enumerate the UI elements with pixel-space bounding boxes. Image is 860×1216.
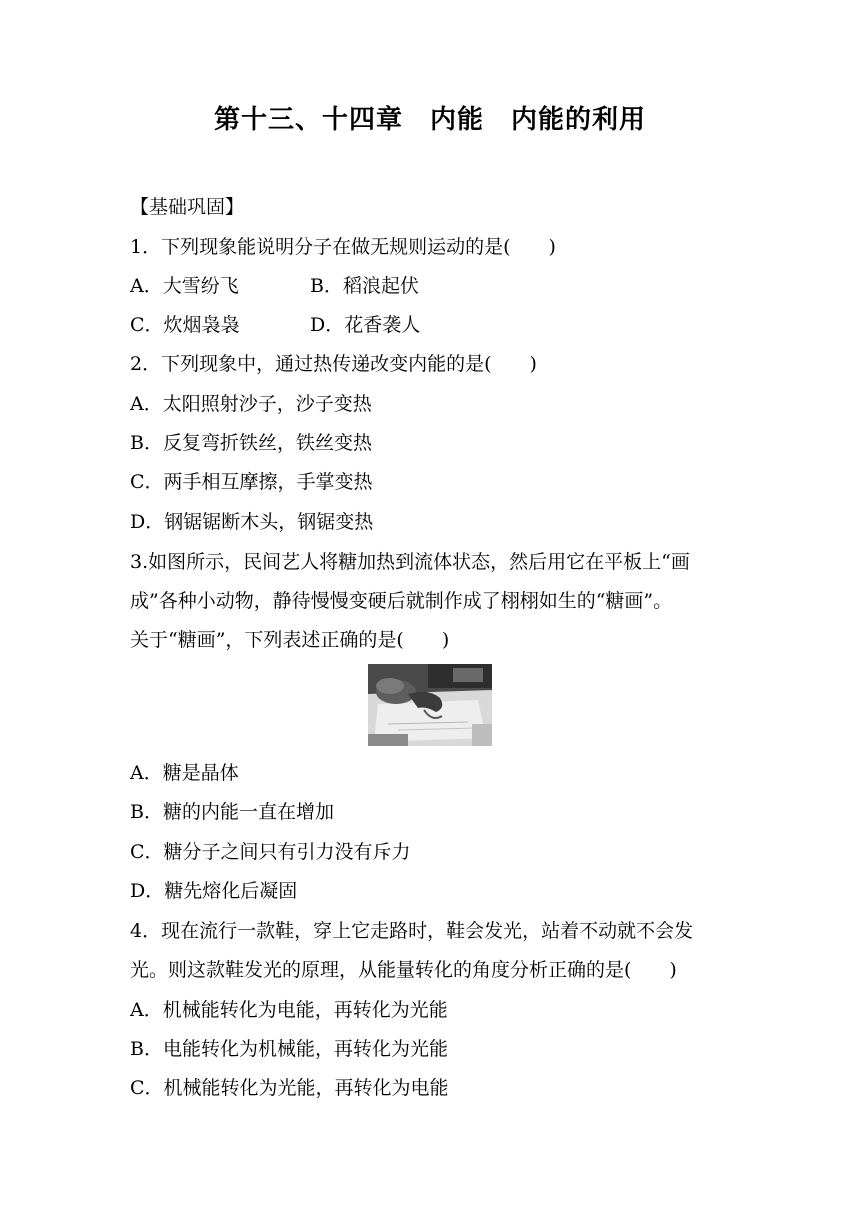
question-3-option-b: B．糖的内能一直在增加 [130, 801, 334, 823]
question-2-option-a: A．太阳照射沙子，沙子变热 [130, 393, 372, 415]
question-3-stem-line-1: 3.如图所示，民间艺人将糖加热到流体状态，然后用它在平板上“画 [130, 551, 690, 573]
question-2-stem: 2．下列现象中，通过热传递改变内能的是( ) [130, 353, 537, 375]
question-1-row-ab [130, 272, 740, 300]
question-4-option-a: A．机械能转化为电能，再转化为光能 [130, 999, 448, 1021]
question-2-option-d: D．钢锯锯断木头，钢锯变热 [130, 511, 374, 533]
question-1-option-d: D．花香袭人 [310, 314, 421, 336]
question-1-stem: 1．下列现象能说明分子在做无规则运动的是( ) [130, 236, 556, 258]
question-3-stem-line-3: 关于“糖画”，下列表述正确的是( ) [130, 629, 450, 651]
question-4-option-c: C．机械能转化为光能，再转化为电能 [130, 1077, 449, 1099]
question-4-stem-line-1: 4．现在流行一款鞋，穿上它走路时，鞋会发光，站着不动就不会发 [130, 920, 694, 942]
question-1-option-b: B．稻浪起伏 [310, 275, 419, 297]
question-2-option-b: B．反复弯折铁丝，铁丝变热 [130, 432, 372, 454]
page-title: 第十三、十四章 内能 内能的利用 [213, 105, 646, 135]
question-3-option-c: C．糖分子之间只有引力没有斥力 [130, 841, 411, 863]
question-4-stem-line-2: 光。则这款鞋发光的原理，从能量转化的角度分析正确的是( ) [130, 959, 677, 981]
section-heading: 【基础巩固】 [130, 196, 245, 218]
question-3-stem-line-2: 成”各种小动物，静待慢慢变硬后就制作成了栩栩如生的“糖画”。 [130, 590, 673, 612]
question-2-option-c: C．两手相互摩擦，手掌变热 [130, 471, 373, 493]
question-3-option-a: A．糖是晶体 [130, 762, 239, 784]
question-1-option-a: A．大雪纷飞 [130, 275, 239, 297]
question-1-option-c: C．炊烟袅袅 [130, 314, 240, 336]
sugar-painting-photo [368, 664, 492, 746]
question-3-option-d: D．糖先熔化后凝固 [130, 880, 298, 902]
question-4-option-b: B．电能转化为机械能，再转化为光能 [130, 1038, 448, 1060]
question-1-row-cd [130, 311, 740, 339]
